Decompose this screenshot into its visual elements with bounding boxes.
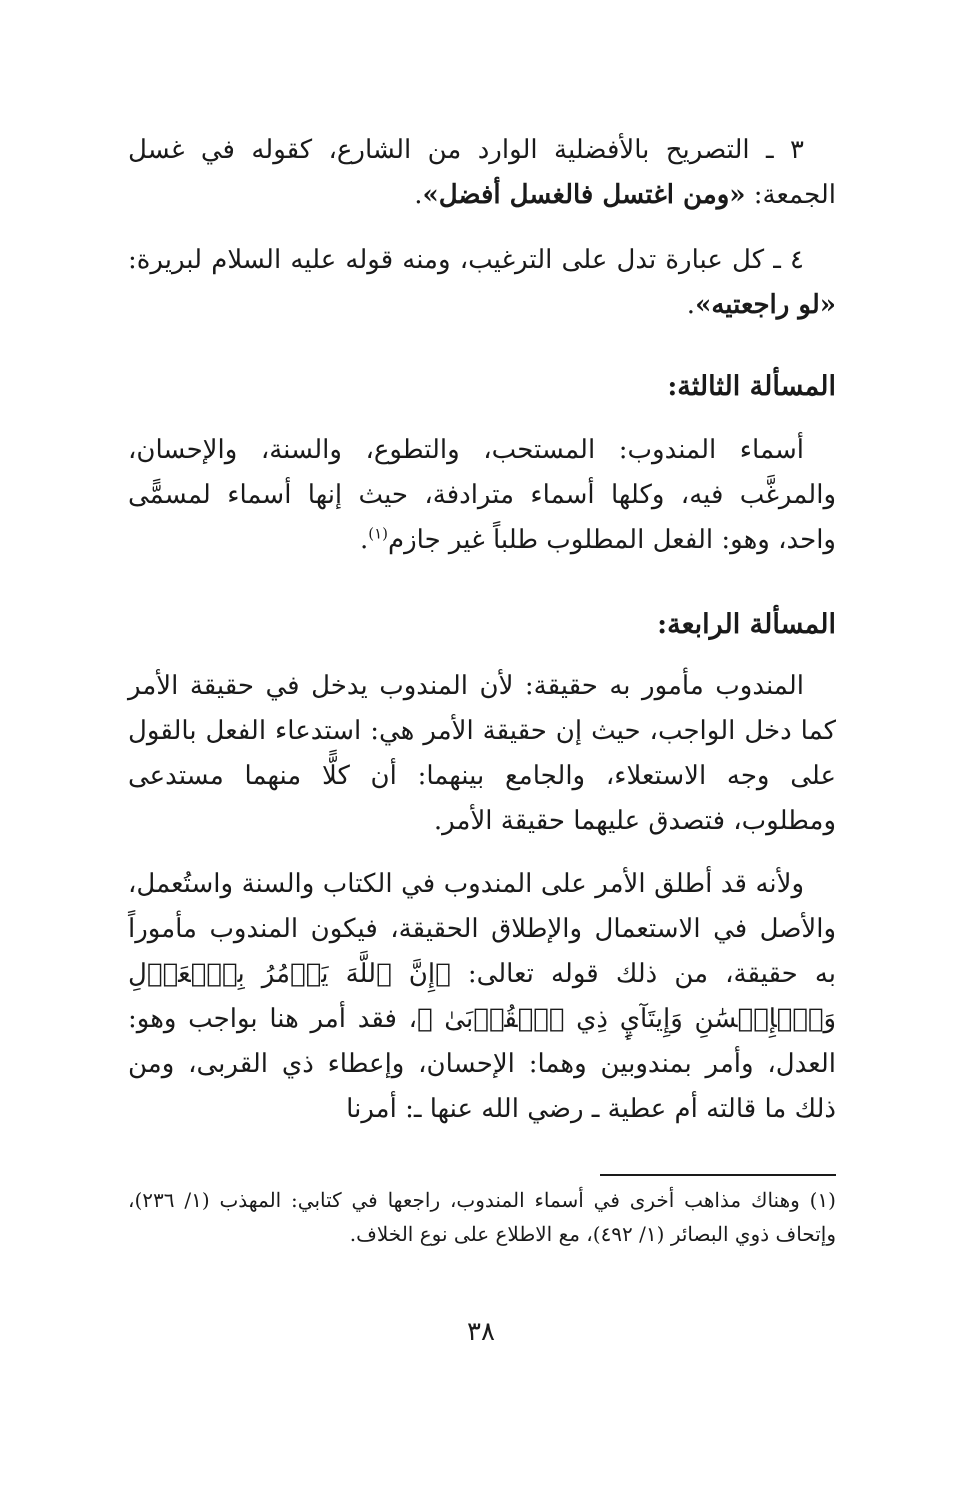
point-4-paragraph: [128, 238, 836, 328]
footnote-reference[interactable]: (١): [368, 524, 388, 543]
section-4-body-2-end: ، فقد أمر هنا بواجب وهو: العدل، وأمر بمندوبين وهما: الإحسان، وإعطاء ذي القربى، ومن ذلك ما قالته أم عطية ـ رضي الله عنها ـ: أمرنا: [128, 1004, 836, 1124]
point-3-text: ٣ ـ التصريح بالأفضلية الوارد من الشارع، كقوله في غسل الجمعة:: [128, 135, 836, 210]
footnote-divider: [600, 1174, 836, 1176]
page-number: ٣٨: [467, 1317, 495, 1347]
section-3-paragraph: [128, 428, 836, 563]
section-3-heading: المسألة الثالثة:: [667, 371, 836, 402]
point-4-period: .: [686, 290, 696, 320]
section-4-paragraph-2: [128, 862, 836, 1132]
section-4-heading: المسألة الرابعة:: [657, 609, 836, 640]
footnote-text: (١) وهناك مذاهب أخرى في أسماء المندوب، راجعها في كتابي: المهذب (١/ ٢٣٦)، وإتحاف ذوي البصائر (١/ ٤٩٢)، مع الاطلاع على نوع الخلاف.: [128, 1188, 836, 1246]
section-3-period: .: [359, 525, 369, 555]
point-4-hadith-quote: «لو راجعتيه»: [695, 290, 836, 320]
section-4-body-1: المندوب مأمور به حقيقة: لأن المندوب يدخل في حقيقة الأمر كما دخل الواجب، حيث إن حقيقة الأمر هي: استدعاء الفعل بالقول على وجه الاستعلاء، والجامع بينهما: أن كلًّا منهما مستدعى ومطلوب، فتصدق عليهما حقيقة الأمر.: [128, 671, 836, 836]
quran-verse: ﴿إِنَّ ٱللَّهَ يَأۡمُرُ بِٱلۡعَدۡلِ وَٱلۡإِحۡسَٰنِ وَإِيتَآيِٕ ذِي ٱلۡقُرۡبَىٰ ﴾: [128, 959, 836, 1034]
section-4-paragraph-1: [128, 664, 836, 844]
section-4-body-2-start: ولأنه قد أطلق الأمر على المندوب في الكتاب والسنة واستُعمل، والأصل في الاستعمال والإطلاق الحقيقة، فيكون المندوب مأموراً به حقيقة، من ذلك قوله تعالى:: [128, 869, 837, 989]
section-3-body: أسماء المندوب: المستحب، والتطوع، والسنة، والإحسان، والمرغَّب فيه، وكلها أسماء مترادفة، حيث إنها أسماء لمسمًّى واحد، وهو: الفعل المطلوب طلباً غير جازم: [128, 435, 836, 555]
point-3-hadith-quote: «ومن اغتسل فالغسل أفضل»: [422, 180, 746, 210]
point-3-period: .: [414, 180, 423, 210]
footnote: [128, 1183, 836, 1251]
point-3-paragraph: [128, 128, 836, 218]
point-4-text: ٤ ـ كل عبارة تدل على الترغيب، ومنه قوله عليه السلام لبريرة:: [128, 245, 804, 275]
